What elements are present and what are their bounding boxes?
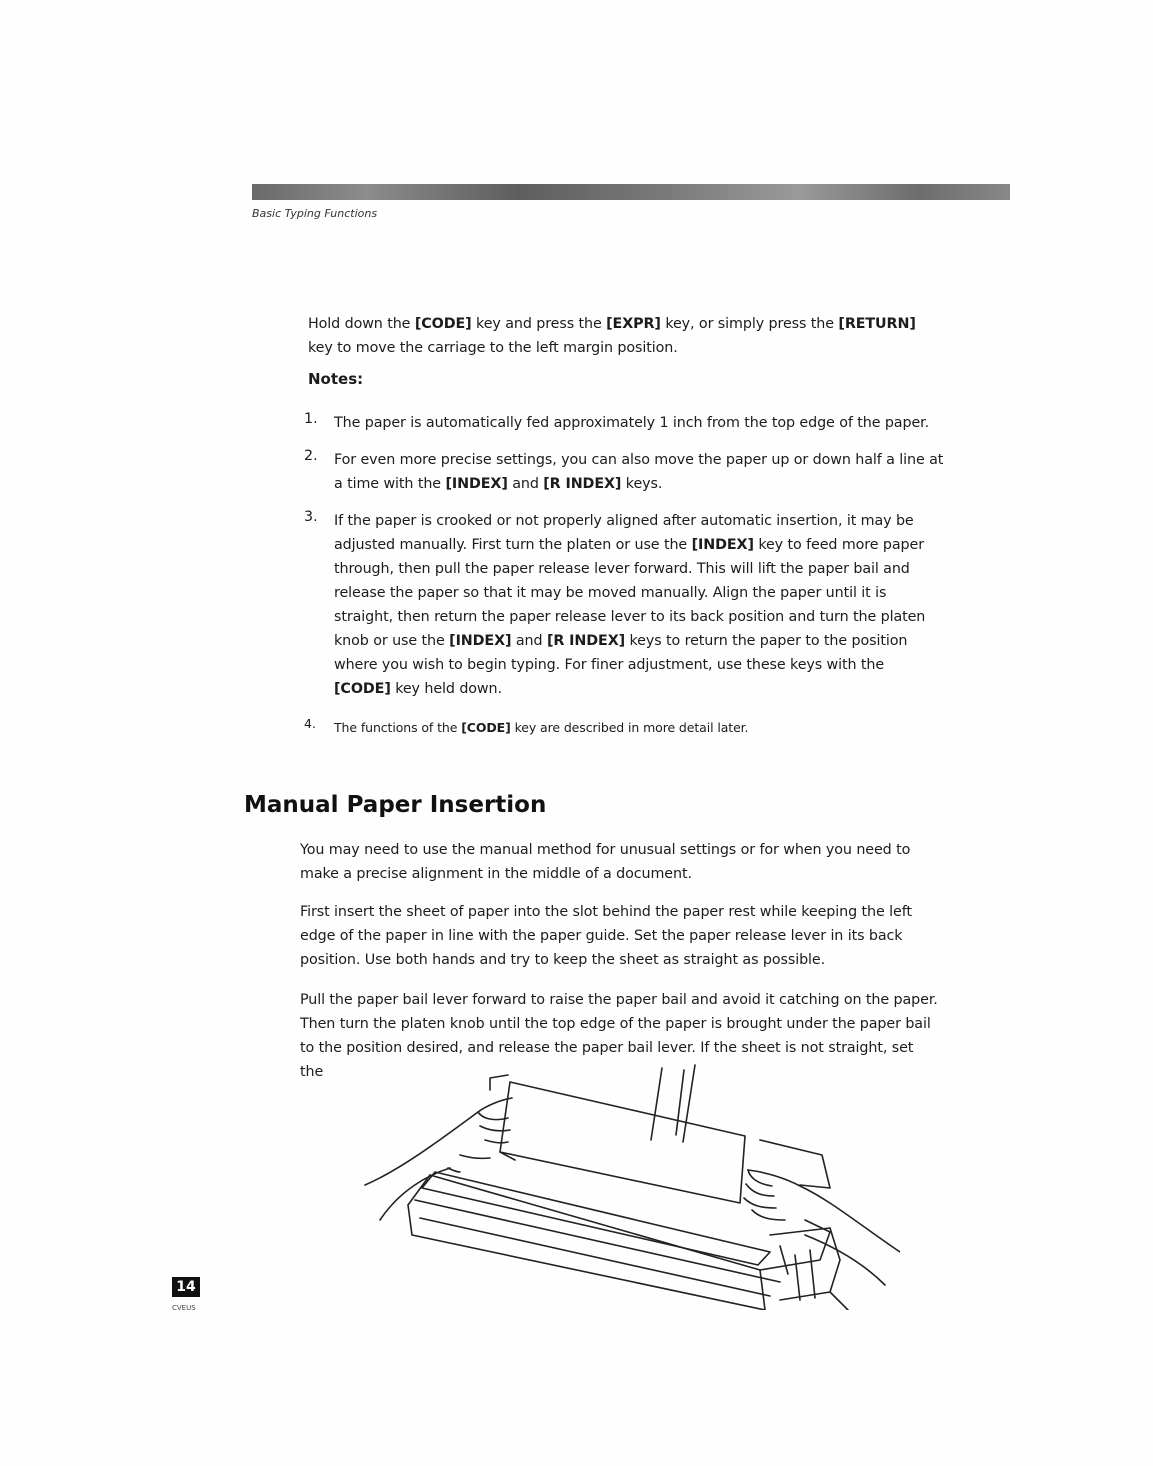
note-number: 1. bbox=[304, 411, 318, 427]
note-4: The functions of the [CODE] key are described in more detail later. bbox=[334, 720, 749, 735]
notes-heading: Notes: bbox=[308, 370, 364, 388]
paragraph-insert-sheet: First insert the sheet of paper into the slot behind the paper rest while keeping the left edge of the paper in line with the paper guide. Set the paper release lever in its back position. Use both hands and try to keep the sheet as straight as possible. bbox=[300, 904, 912, 968]
footer-label: CVEUS bbox=[172, 1304, 196, 1312]
note-3: If the paper is crooked or not properly aligned after automatic insertion, it may be adjusted manually. First turn the platen or use the [INDEX] key to feed more paper through, then pull the paper release lever forward. This will lift the paper bail and release the paper so that it may be moved manually. Align the paper until it is straight, then return the paper release lever to its back position and turn the platen knob or use the [INDEX] and [R INDEX] keys to return the paper to the position where you wish to begin typing. For finer adjustment, use these keys with the [CODE] key held down. bbox=[334, 513, 926, 697]
paragraph-manual-intro: You may need to use the manual method for unusual settings or for when you need to make a precise alignment in the middle of a document. bbox=[300, 842, 911, 882]
note-number: 3. bbox=[304, 509, 318, 525]
page-number: 14 bbox=[172, 1277, 200, 1297]
header-rule bbox=[252, 184, 1010, 200]
note-number: 2. bbox=[304, 448, 318, 464]
paper-insertion-illustration bbox=[360, 1060, 900, 1310]
note-1: The paper is automatically fed approximately 1 inch from the top edge of the paper. bbox=[334, 415, 930, 431]
section-title: Manual Paper Insertion bbox=[244, 792, 547, 818]
paragraph-paper-bail: Pull the paper bail lever forward to raise the paper bail and avoid it catching on the paper. Then turn the platen knob until the top edge of the paper is brought under the paper bail to the position desired, and release the paper bail lever. If the sheet is not straight, set the bbox=[300, 992, 938, 1080]
note-number: 4. bbox=[304, 716, 316, 731]
note-2: For even more precise settings, you can also move the paper up or down half a line at a time with the [INDEX] and [R INDEX] keys. bbox=[334, 452, 944, 492]
running-head: Basic Typing Functions bbox=[252, 207, 378, 220]
intro-paragraph: Hold down the [CODE] key and press the [EXPR] key, or simply press the [RETURN] key to move the carriage to the left margin position. bbox=[308, 316, 916, 356]
